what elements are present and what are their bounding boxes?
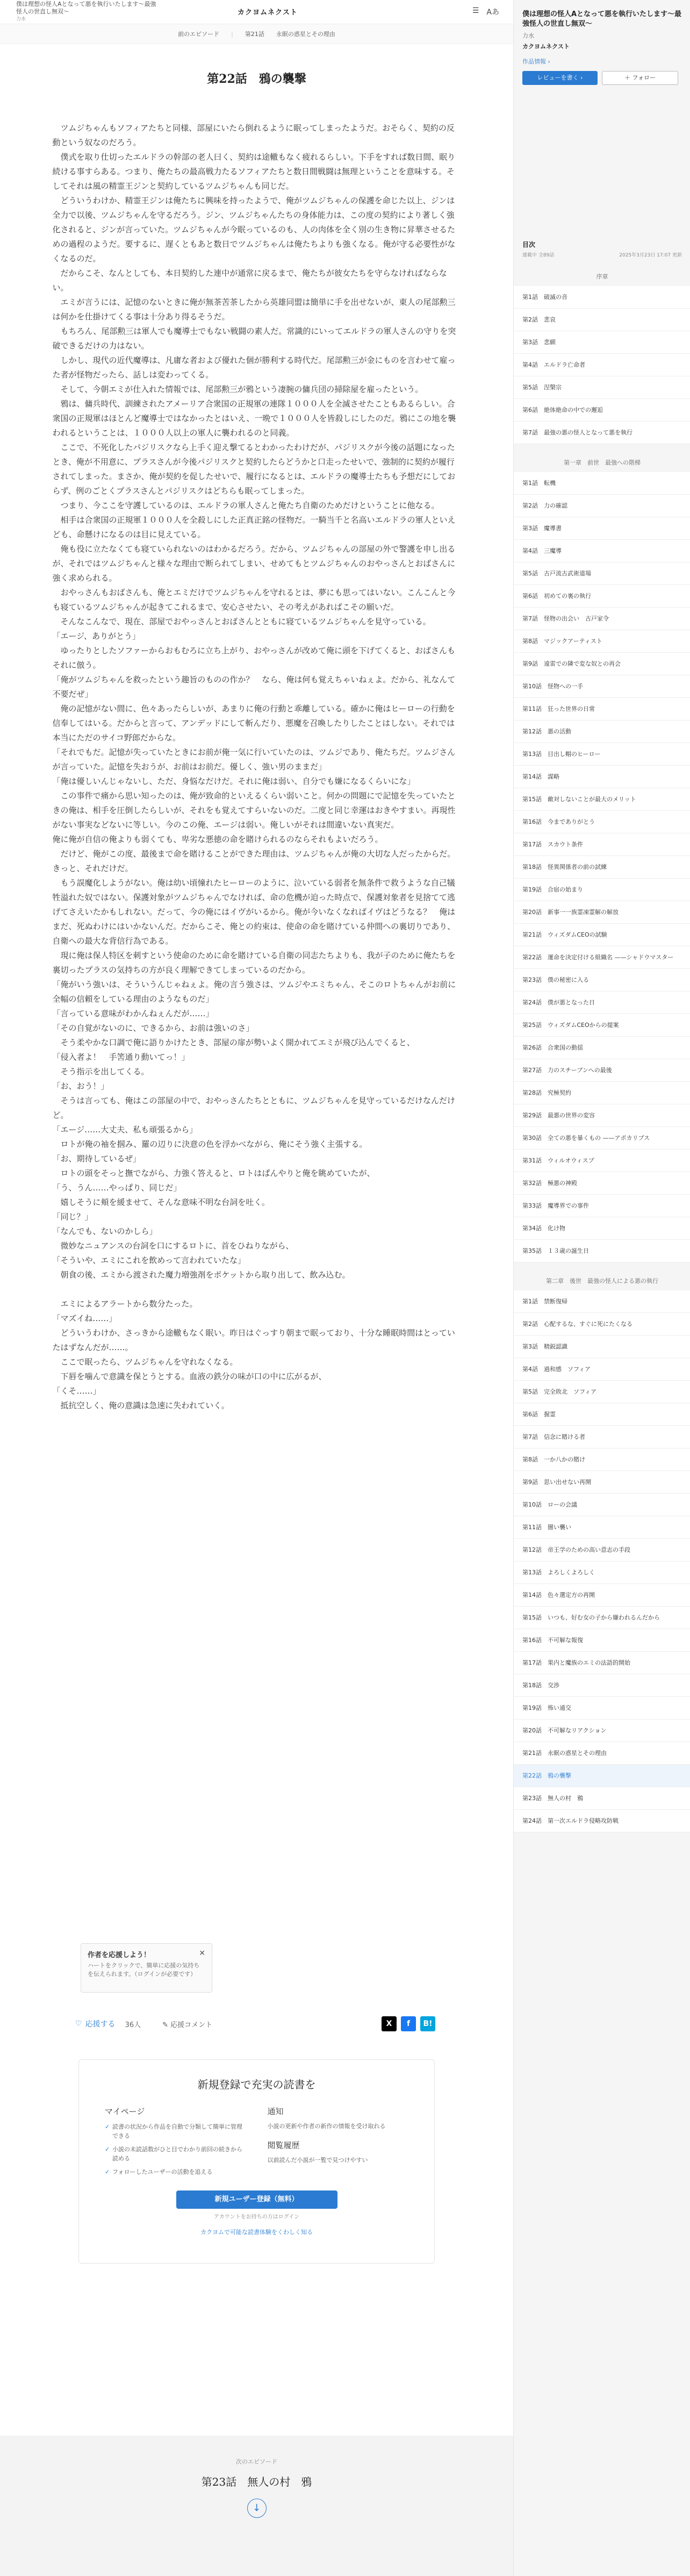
paragraph: 微妙なニュアンスの台詞を口にするロトに、首をひねりながら、 <box>52 1241 294 1251</box>
toc-updated: 2025年3月23日 17:07 更新 <box>619 253 682 258</box>
toc-episode-link[interactable]: 第1話 禁断復帰 <box>514 1290 690 1313</box>
toc-episode-link[interactable]: 第2話 力の確認 <box>514 495 690 517</box>
toc-episode-link[interactable]: 第25話 ウィズダムCEOからの提案 <box>514 1014 690 1037</box>
login-link[interactable]: アカウントをお持ちの方はログイン <box>213 2214 300 2220</box>
header-icons <box>472 6 499 17</box>
work-info-label: 作品情報 <box>522 58 546 65</box>
paragraph: 「エージ……大丈夫、私も頑張るから」 <box>52 1125 198 1134</box>
paragraph: 「マズイね……」 <box>52 1314 117 1323</box>
register-button[interactable]: 新規ユーザー登録（無料） <box>176 2190 337 2209</box>
toc-episode-link[interactable]: 第1話 破滅の音 <box>514 286 690 309</box>
toc-episode-link[interactable]: 第18話 交渉 <box>514 1674 690 1697</box>
toc-episode-link[interactable]: 第23話 無人の村 鴉 <box>514 1787 690 1810</box>
current-episode-number: 第21話 <box>245 31 264 38</box>
toc-episode-link[interactable]: 第3話 魔導書 <box>514 517 690 540</box>
toc-episode-link[interactable]: 第35話 １３歳の誕生日 <box>514 1240 690 1262</box>
toc-episode-link[interactable]: 第21話 永眠の惑星とその理由 <box>514 1742 690 1765</box>
toc-episode-link[interactable]: 第14話 色々選定方の再開 <box>514 1584 690 1607</box>
toc-episode-link[interactable]: 第8話 マジックアーティスト <box>514 630 690 653</box>
paragraph: 「俺は優しいんじゃないし、ただ、身悩なだけだ。それに俺は弱い、自分でも嫌になるくらいにな」 <box>52 776 415 786</box>
header-title-text[interactable]: 僕は理想の怪人Aとなって悪を執行いたします〜最強怪人の世直し無双〜 <box>16 1 156 15</box>
paragraph: ロトが俺の袖を掴み、羅の辺りに決意の色を浮かべながら、俺にそう強く主張する。 <box>52 1139 368 1149</box>
chevron-right-icon: › <box>548 58 550 65</box>
sidebar <box>513 0 690 2576</box>
toc-section <box>514 453 690 1262</box>
review-label: レビューを書く <box>537 74 579 81</box>
toc-episode-link[interactable]: 第12話 悪の活動 <box>514 720 690 743</box>
cheer-label: 応援する <box>85 2020 116 2029</box>
toc-episode-link[interactable]: 第27話 力のスチーブンへの最後 <box>514 1059 690 1082</box>
next-episode-title[interactable]: 第23話 無人の村 鴉 <box>201 2475 312 2488</box>
toc-episode-link[interactable]: 第13話 よろしくよろしく <box>514 1561 690 1584</box>
history-desc: 以前読んだ小説が一覧で見つけやすい <box>267 2157 368 2164</box>
cheer-box-title: 作者を応援しよう！ <box>88 1951 151 1959</box>
paragraph: 「俺がいう強いは、そういうんじゃねぇよ。俺の言う強さは、ツムジやエミちゃん、そこのロトちゃんがお前に全幅の信頼をしている理由のようなものだ」 <box>52 980 456 1004</box>
toc-episode-link[interactable]: 第6話 絶体絶命の中での邂逅 <box>514 399 690 422</box>
toc-episode-link[interactable]: 第3話 悲願 <box>514 331 690 354</box>
mypage-list <box>105 2122 246 2177</box>
toc-episode-link[interactable]: 第22話 鴉の襲撃 <box>514 1765 690 1787</box>
sidebar-work-title[interactable]: 僕は理想の怪人Aとなって悪を執行いたします〜最強怪人の世直し無双〜 <box>522 10 682 28</box>
share-hatena-button[interactable]: B! <box>420 2016 435 2031</box>
toc-section-title: 第一章 前世 最強への階梯 <box>514 453 690 472</box>
paragraph: 「お、期待しているぜ」 <box>52 1154 141 1164</box>
toc-episode-link[interactable]: 第30話 全ての悪を暴くもの ——アポカリプス <box>514 1127 690 1150</box>
current-episode-title: 永眠の惑星とその理由 <box>276 31 335 38</box>
toc-episode-link[interactable]: 第5話 涅槃宗 <box>514 376 690 399</box>
toc-episode-link[interactable]: 第9話 思い出せない再開 <box>514 1471 690 1494</box>
paragraph: 現に俺は保人特区を刺すという使命のために命を賭けている自衛の同志たちよりも、我が子のために俺たちを裏切ったプラスの気持ちの方が良く理解できてしまっているのだから。 <box>52 951 456 975</box>
paragraph: そして、今朝エミが仕入れた情報では、尾部勲三が鴉という凄腕の傭兵団の掃除屋を雇ったという。 <box>52 384 423 394</box>
paragraph: そう柔やかな口調で俺に語りかけたとき、部屋の扉が勢いよく開かれてエミが飛び込んでくると、 <box>52 1038 415 1047</box>
toc-episode-link[interactable]: 第15話 敵対しないことが最大のメリット <box>514 788 690 811</box>
toc-episode-link[interactable]: 第7話 怪物の出会い 古戸家令 <box>514 608 690 630</box>
toc-episode-link[interactable]: 第23話 僕の秘密に入る <box>514 969 690 991</box>
paragraph: 俺も役に立たなくても寝ていられないのはわかるだろう。だから、ツムジちゃんの部屋の外で警護を申し出るが、それではツムジちゃんと様々な理由で断られてしまい、せめてもとツムジちゃんのおやっさんとおばさんに強く求められる。 <box>52 544 456 583</box>
paragraph: しかし、現代の近代魔導は、凡庸な者および優れた個が勝利する時代だ。尾部勲三が金にものを言わせて雇った者が怪物だったら、話しは変わってくる。 <box>52 355 456 380</box>
paragraph: 嬉しそうに頬を緩ませて、そんな意味不明な台詞を吐く。 <box>52 1197 270 1207</box>
next-episode-nav <box>0 2436 513 2576</box>
toc-episode-link[interactable]: 第7話 信念に賭ける者 <box>514 1426 690 1448</box>
toc-episode-link[interactable]: 第6話 握霊 <box>514 1403 690 1426</box>
font-size-icon[interactable]: Aあ <box>486 8 499 17</box>
toc-section-title: 序章 <box>514 267 690 286</box>
toc-episode-link[interactable]: 第8話 一か八かの賭け <box>514 1448 690 1471</box>
paragraph: 鴉は、傭兵時代、訓練されたアメーリア合衆国の正規軍の連隊１０００人を全滅させたこともあるらしい。合衆国の正規軍はほとんど魔導士ではなかったとはいえ、一晩で１０００人を皆殺しにしたのだ。鴉にこの地を襲われるということは、１０００人以上の軍人に襲われるのと同義。 <box>52 399 456 438</box>
notify-title: 通知 <box>267 2107 284 2116</box>
share-x-button[interactable]: X <box>382 2016 397 2031</box>
mypage-item: ✓ 小説の未読話数がひと目でわかり前回の続きから読める <box>105 2145 246 2163</box>
toc-title: 目次 <box>522 241 536 248</box>
toc-episode-link[interactable]: 第34話 化け物 <box>514 1217 690 1240</box>
register-title: 新規登録で充実の読書を <box>197 2078 316 2091</box>
toc-episode-link[interactable]: 第18話 怪異関係者の前の試練 <box>514 856 690 879</box>
paragraph: そう指示を出してくる。 <box>52 1067 149 1076</box>
register-columns <box>105 2106 408 2181</box>
table-of-contents <box>514 267 690 1832</box>
paragraph: 下唇を噛んで意識を保とうとする。血液の鉄分の味が口の中に広がるが、 <box>52 1372 327 1381</box>
paragraph: もちろん、尾部勲三は軍人でも魔導士でもない戦闘の素人だ。常識的にいってエルドラの軍人さんの守りを突破できるだけの力はない。 <box>52 326 456 351</box>
toc-episode-link[interactable]: 第7話 最強の悪の怪人となって悪を執行 <box>514 422 690 444</box>
toc-episode-link[interactable]: 第16話 不可解な報復 <box>514 1629 690 1652</box>
share-facebook-button[interactable]: f <box>401 2016 416 2031</box>
toc-episode-link[interactable]: 第10話 怪物への一手 <box>514 675 690 698</box>
paragraph: 「なんでも、ないのかしら」 <box>52 1226 157 1236</box>
toc-episode-link[interactable]: 第10話 ローの会議 <box>514 1494 690 1516</box>
toc-episode-link[interactable]: 第28話 究極契約 <box>514 1082 690 1104</box>
paragraph: 相手は合衆国の正規軍１０００人を全殺しにした正真正銘の怪物だ。一騎当千と名高いエルドラの軍人といえども、命懸けになるのは目に見えている。 <box>52 515 456 539</box>
paragraph: 「う、うん……やっぱり、同じだ」 <box>52 1183 182 1193</box>
notify-desc: 小説の更新や作者の新作の情報を受け取れる <box>267 2123 386 2130</box>
top-header <box>0 0 513 24</box>
sidebar-buttons <box>522 71 682 85</box>
sidebar-author[interactable]: 力水 <box>522 32 534 39</box>
toc-episode-link[interactable]: 第19話 怖い通交 <box>514 1697 690 1719</box>
close-icon[interactable]: ✕ <box>199 1949 205 1958</box>
follow-button[interactable] <box>602 71 678 85</box>
sidebar-logo: カクヨムネクスト <box>522 43 570 50</box>
chapter-body <box>53 121 461 1413</box>
paragraph: ゆったりとしたソファーからおもむろに立ち上がり、おやっさんが改めて俺に頭を下げてくると、おばさんもそれに倣う。 <box>52 646 456 670</box>
episode-navigation <box>0 24 513 44</box>
toc-episode-link[interactable]: 第33話 魔導界での事件 <box>514 1195 690 1217</box>
paragraph: どういうわけか、精霊王ジンは俺たちに興味を持ったようで、俺がツムジちゃんの保護を命じた以上、ジンは全力で以後、ツムジちゃんを守るだろう。ジン、ツムジちゃんたちの身体能力は、この度の契約により著しく強化されると、ジンが言っていた。ツムジちゃんが今眠っているのも、人の肉体を全く別の生き物に昇華させるための過程のようだ。要するに、遅くともあと数日でツムジちゃんは俺たちよりも強くなる。俺が守る必要性がなくなるのだ。 <box>52 196 456 263</box>
toc-episode-link[interactable]: 第20話 新事一一族霊凍霊解の解放 <box>514 901 690 924</box>
next-episode-label: 次のエピソード <box>236 2458 277 2465</box>
toc-episode-link[interactable]: 第22話 運命を決定付ける組織名 ——シャドウマスター <box>514 946 690 969</box>
paragraph: 「俺がツムジちゃんを救ったという趣旨のものの作か？ なら、俺は何も覚えちゃいねぇよ。だから、礼なんて不要だぜ」 <box>52 675 456 699</box>
toc-episode-link[interactable]: 第17話 果内と魔族のエミの法語的開始 <box>514 1652 690 1674</box>
history-title: 閲覧履歴 <box>267 2140 300 2150</box>
toc-episode-link[interactable]: 第16話 今までありがとう <box>514 811 690 833</box>
header-work-title[interactable] <box>16 1 161 23</box>
paragraph: 「お、おう！」 <box>52 1081 109 1091</box>
paragraph: この事件で痛から思い知ったのは、俺が致命的といえるくらい弱いこと。何かの問題にで記憶を失っていたときの俺は、相手を圧倒したらしいが、それをも覚えてすらいないのだ。二度と同じ幸運はおきやすまい。再現性がない事実などないに等しい。今のこの俺、エージは弱い。俺しいがそれは間違いない真実だ。 <box>52 791 456 830</box>
cheer-author-box <box>81 1943 212 1993</box>
toc-count: 連載中 全89話 <box>522 253 555 258</box>
toc-episode-link[interactable]: 第3話 精鋭認識 <box>514 1336 690 1358</box>
paragraph: 俺に俺が自信の俺よりも弱くても、卑劣な悪徳の命を賭けられるのならそれもよいだろう。 <box>52 834 383 844</box>
toc-episode-link[interactable]: 第13話 目出し帽のヒーロー <box>514 743 690 766</box>
mypage-item: ✓ フォローしたユーザーの活動を追える <box>105 2167 246 2177</box>
paragraph: 「言っている意味がわかんねぇんだが……」 <box>52 1009 214 1018</box>
cheer-box-desc: ハートをクリックで、簡単に応援の気持ちを伝えられます。（ログインが必要です） <box>88 1962 200 1978</box>
toc-episode-link[interactable]: 第12話 帝王学のための高い意志の手段 <box>514 1539 690 1561</box>
learn-more-link[interactable]: カクヨムで可能な読書体験をくわしく知る <box>200 2229 313 2236</box>
toc-episode-link[interactable]: 第2話 心配するな、すぐに死にたくなる <box>514 1313 690 1336</box>
paragraph: だからこそ、なんとしても、本日契約した連中が通常に戻るまで、俺たちが彼女たちを守らなければならない。 <box>52 268 447 292</box>
paragraph: 「エージ、ありがとう」 <box>52 631 141 641</box>
paragraph: 俺の記憶がない間に、色々あったらしいが、あまりに俺の行動と乖離している。確かに俺はヒーローの行動を信奉してはいる。だからと言って、アンデッドにして斬んだり、悪魔を召喚したりしたことはしない。それでは本当にただのサイコ野郎だからな。 <box>52 704 455 743</box>
paragraph: ロトの頭をそっと撫でながら、力強く答えると、ロトはぱんやりと俺を眺めていたが、 <box>52 1168 375 1178</box>
nav-separator: | <box>231 30 233 38</box>
toc-episode-link[interactable]: 第4話 エルドラ亡命者 <box>514 354 690 376</box>
plus-icon: ＋ <box>624 74 631 81</box>
toc-section-title: 第二章 後世 最強の怪人による悪の執行 <box>514 1271 690 1290</box>
menu-icon[interactable]: ☰ <box>472 6 479 15</box>
toc-episode-link[interactable]: 第21話 ウィズダムCEOの試験 <box>514 924 690 946</box>
paragraph: そんなこんなで、現在、部屋でおやっさんとおばさんとともに寝ているツムジちゃんを見守っている。 <box>52 617 431 626</box>
toc-meta <box>514 249 690 258</box>
comment-button[interactable] <box>162 2019 212 2029</box>
follow-label: フォロー <box>632 74 656 81</box>
chapter-title: 第22話 鴉の襲撃 <box>207 72 306 86</box>
toc-episode-link[interactable]: 第14話 謀略 <box>514 766 690 788</box>
paragraph: エミが言うには、記憶のないときに俺が無茶苦茶したから英雄同盟は簡単に手を出せないが、東人の尾部勲三は何かを仕掛けてくる事は十分あり得るそうだ。 <box>52 297 456 322</box>
paragraph: 「その自覚がないのに、できるから、お前は強いのさ」 <box>52 1023 254 1033</box>
chevron-down-icon[interactable]: ↓ <box>247 2499 267 2518</box>
header-author[interactable]: 力水 <box>16 17 26 22</box>
paragraph: ツムジちゃんもソフィアたちと同様、部屋にいたら倒れるように眠ってしまったようだ。おそらく、契約の反動という奴なのだろう。 <box>52 123 455 147</box>
paragraph: 「侵入者よ！ 手筈通り動いてっ！」 <box>52 1052 190 1062</box>
paragraph: だけど、俺がこの度、最後まで命を賭けることができた理由は、ツムジちゃんが俺の大切な人だったからだ。きっと、それだけだ。 <box>52 849 456 873</box>
register-box <box>78 2059 435 2264</box>
paragraph: 「それでもだ。記憶が失っていたときにお前が俺一気に行いていたのは、ツムジであり、俺たちだ。ツムジさんが言っていた。記憶を失おうが、お前はお前だ。優しく、強い男のままだ」 <box>52 747 456 772</box>
toc-episode-link[interactable]: 第9話 遠雷での隣で変な奴との再会 <box>514 653 690 675</box>
toc-episode-link[interactable]: 第5話 古戸流古武術道場 <box>514 562 690 585</box>
paragraph: 「くそ……」 <box>52 1386 101 1396</box>
paragraph: 「同じ？」 <box>52 1212 93 1222</box>
toc-episode-link[interactable]: 第29話 最悪の世界の変容 <box>514 1104 690 1127</box>
toc-episode-link[interactable]: 第19話 合宿の始まり <box>514 879 690 901</box>
toc-episode-link[interactable]: 第6話 初めての裏の執行 <box>514 585 690 608</box>
chevron-right-icon: › <box>580 74 583 81</box>
toc-episode-link[interactable]: 第31話 ウィルオウィスプ <box>514 1150 690 1172</box>
toc-episode-link[interactable]: 第5話 完全敗北 ソフィア <box>514 1381 690 1403</box>
notify-column <box>268 2106 409 2181</box>
share-buttons <box>382 2016 435 2031</box>
cheer-count[interactable]: 36人 <box>125 2021 141 2029</box>
site-logo[interactable] <box>238 6 298 17</box>
paragraph: 朝食の後、エミから渡された魔力増強剤をポケットから取り出して、飲み込む。 <box>52 1270 350 1280</box>
paragraph: 抵抗空しく、俺の意識は急速に失われていく。 <box>52 1401 229 1410</box>
toc-section <box>514 1271 690 1832</box>
toc-episode-link[interactable]: 第26話 合衆国の動揺 <box>514 1037 690 1059</box>
cheer-button[interactable] <box>75 2018 116 2029</box>
toc-episode-link[interactable]: 第4話 過和感 ソフィア <box>514 1358 690 1381</box>
toc-episode-link[interactable]: 第17話 スカウト条件 <box>514 833 690 856</box>
logo-text: カクヨムネクスト <box>238 9 298 17</box>
paragraph: おやっさんもおばさんも、俺とエミだけでツムジちゃんを守れるとは、夢にも思ってはいない。こんこんと今も寝ているツムジちゃんが起きてこれるまで、安心させたい、その考えがあればこその願いだ。 <box>52 588 456 612</box>
toc-episode-link[interactable]: 第20話 不可解なリアクション <box>514 1719 690 1742</box>
paragraph: つまり、今ここを守護しているのは、エルドラの軍人さんと俺たち自衛のためだけということに他なる。 <box>52 501 440 510</box>
paragraph: ここで眠ったら、ツムジちゃんを守れなくなる。 <box>52 1357 238 1367</box>
sidebar-work-info <box>514 0 690 95</box>
mypage-title: マイページ <box>105 2107 145 2116</box>
paragraph: ここで、不死化したパジリスクなら上手く迎え撃てるとわかったわけだが、パジリスクが今後の話題になったとき、俺が不用意に、プラスさんが今後パジリスクと契約したらどうかと口走ったせいで、強制的に契約が履行されてしまった。まさか、俺が契約を促したせいで、履行になるとは、エルドラの魔導士たちも予想だにしておらず、例のごとくプラスさんとパジリスクはどちらも眠ってしまった。 <box>52 443 456 496</box>
toc-episode-link[interactable]: 第2話 悲哀 <box>514 309 690 331</box>
paragraph-gap <box>53 1282 461 1297</box>
paragraph: もう誤魔化しようがない。俺は幼い頃憧れたヒーローのように、泣いている弱者を無条件で救うような自己犠牲溢れた奴ではない。保護対象がツムジちゃんでなければ、命の危機が迫った時点で、保護対象者を見捨てて逃げてさえいたかもしれない。だって、今の俺にはイヴがいるから。俺が今いなくなればイヴはどうなる？ 俺はまだ、死ぬわけにはいかないんだ。だからこそ、俺との約束は、使命の命を賭けている仲間への裏切りであり、自衛への最大な背信行為である。 <box>52 878 456 946</box>
toc-episode-link[interactable]: 第24話 僕が悪となった日 <box>514 991 690 1014</box>
paragraph: 僕式を取り仕切ったエルドラの幹部の老人曰く、契約は途轍もなく疲れるらしい。下手をすれば数日間、眠り続ける事すらある。つまり、俺たちの最高戦力たるソフィアたちと数日間戦闘は無理ということを意味する。そしてそれは風の精霊王ジンと契約しているツムジちゃんも同じだ。 <box>52 152 456 191</box>
toc-episode-link[interactable]: 第24話 第一次エルドラ侵略攻防戦 <box>514 1810 690 1832</box>
review-button[interactable] <box>522 71 598 85</box>
mypage-item: ✓ 読書の状況から作品を自動で分類して簡単に管理できる <box>105 2122 246 2140</box>
paragraph: どういうわけか、さっきから途轍もなく眠い。昨日はぐっすり朝まで眠っており、十分な睡眠時間はとっていたはずなんだが……。 <box>52 1328 455 1352</box>
paragraph: エミによるアラートから数分たった。 <box>52 1299 198 1309</box>
toc-episode-link[interactable]: 第32話 極悪の神殿 <box>514 1172 690 1195</box>
cheer-row <box>75 2016 435 2031</box>
heart-icon: ♡ <box>75 2020 82 2028</box>
prev-episode-link[interactable]: 前のエピソード <box>178 31 220 38</box>
paragraph: 「そういや、エミにこれを飲めって言われていたな」 <box>52 1255 246 1265</box>
toc-episode-link[interactable]: 第11話 狂った世界の日常 <box>514 698 690 720</box>
toc-episode-link[interactable]: 第15話 いつも、好む女の子から嫌われるんだから <box>514 1607 690 1629</box>
comment-icon: ✎ <box>162 2021 169 2029</box>
toc-episode-link[interactable]: 第11話 闇い襲い <box>514 1516 690 1539</box>
toc-episode-link[interactable]: 第1話 転機 <box>514 472 690 495</box>
toc-episode-link[interactable]: 第4話 三魔導 <box>514 540 690 562</box>
comment-label: 応援コメント <box>170 2021 213 2029</box>
paragraph: そうは言っても、俺はこの部屋の中で、おやっさんたちとともに、ツムジちゃんを見守っているだけなんだけど。 <box>52 1096 456 1120</box>
toc-section <box>514 267 690 444</box>
work-info-link[interactable] <box>522 57 682 66</box>
mypage-column <box>105 2106 246 2181</box>
